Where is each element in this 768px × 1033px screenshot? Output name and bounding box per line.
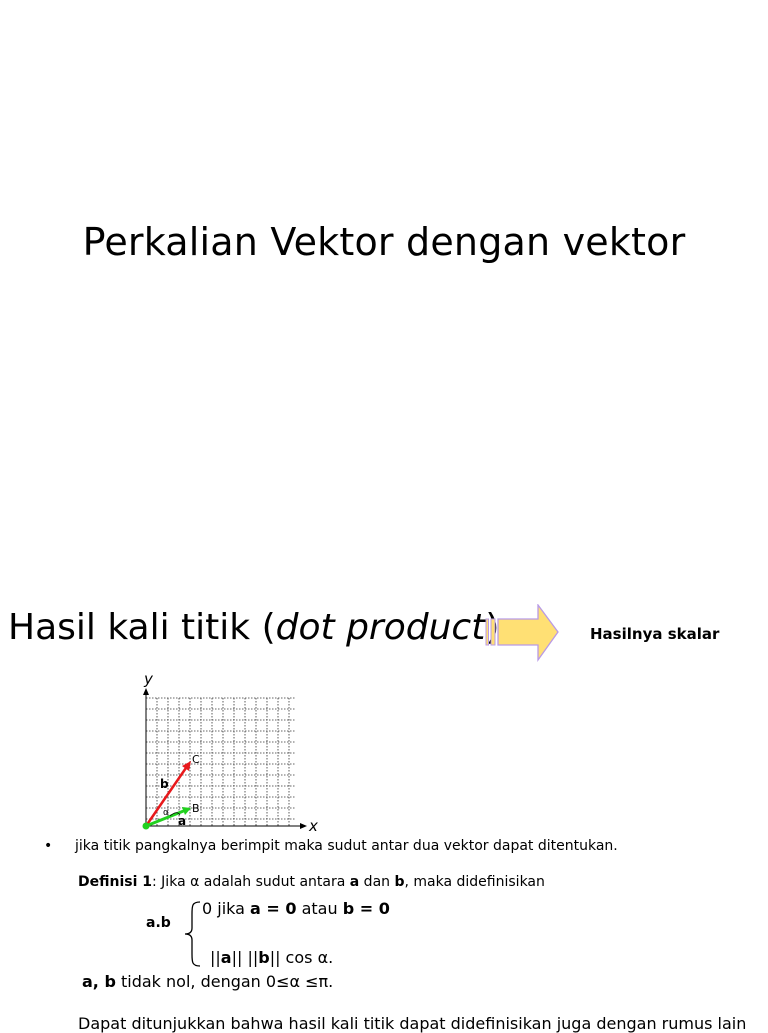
definition-vector-a: a: [349, 874, 360, 890]
definition-part: dan: [359, 874, 395, 890]
case-part-bold: b = 0: [342, 899, 390, 918]
vector-graph: [136, 670, 336, 840]
definition-vector-b: b: [394, 874, 405, 890]
vector-a-label: a: [178, 814, 187, 828]
angle-label: α: [163, 808, 169, 818]
definition-part: , maka didefinisikan: [404, 874, 545, 890]
case-part-bold: a: [220, 948, 232, 967]
slide-title: Perkalian Vektor dengan vektor: [82, 220, 686, 264]
case-part: || ||: [231, 948, 259, 967]
case-part: || cos α.: [269, 948, 334, 967]
left-brace-icon: [182, 900, 204, 968]
bullet-icon: •: [44, 838, 53, 854]
formula-case-zero: [202, 899, 390, 918]
result-label: Hasilnya skalar: [590, 625, 720, 643]
continued-text: Dapat ditunjukkan bahwa hasil kali titik dapat didefinisikan juga dengan rumus lain: [78, 1014, 747, 1033]
vector-b-label: b: [160, 777, 169, 791]
definition-text: [78, 874, 545, 890]
heading-prefix: Hasil kali titik (: [8, 607, 276, 648]
y-axis-label: y: [144, 670, 153, 688]
x-axis-label: x: [309, 817, 318, 835]
condition-bold: a, b: [82, 972, 116, 991]
formula-case-cos: [210, 948, 333, 967]
x-axis-arrowhead: [300, 823, 307, 829]
case-part-bold: a = 0: [250, 899, 297, 918]
definition-label: Definisi 1: [78, 874, 153, 890]
bullet-item: [44, 838, 618, 854]
grid: [146, 698, 296, 826]
case-part: atau: [296, 899, 343, 918]
condition-rest: tidak nol, dengan 0≤α ≤π.: [115, 972, 334, 991]
vector-b-arrowhead: [182, 761, 191, 771]
heading-emphasis: dot product: [275, 607, 486, 648]
right-arrow-icon: [484, 604, 564, 664]
definition-part: : Jika α adalah sudut antara: [152, 874, 350, 890]
y-axis-arrowhead: [143, 688, 149, 695]
formula-lhs: a.b: [146, 915, 171, 931]
section-heading: [8, 607, 499, 648]
case-part: ||: [210, 948, 221, 967]
point-b-label: B: [192, 802, 200, 815]
condition-text: [82, 972, 333, 991]
origin-point: [143, 823, 150, 830]
case-part-bold: b: [258, 948, 270, 967]
bullet-text: jika titik pangkalnya berimpit maka sudut antar dua vektor dapat ditentukan.: [75, 838, 618, 854]
case-part: 0 jika: [202, 899, 251, 918]
point-c-label: C: [192, 753, 200, 766]
